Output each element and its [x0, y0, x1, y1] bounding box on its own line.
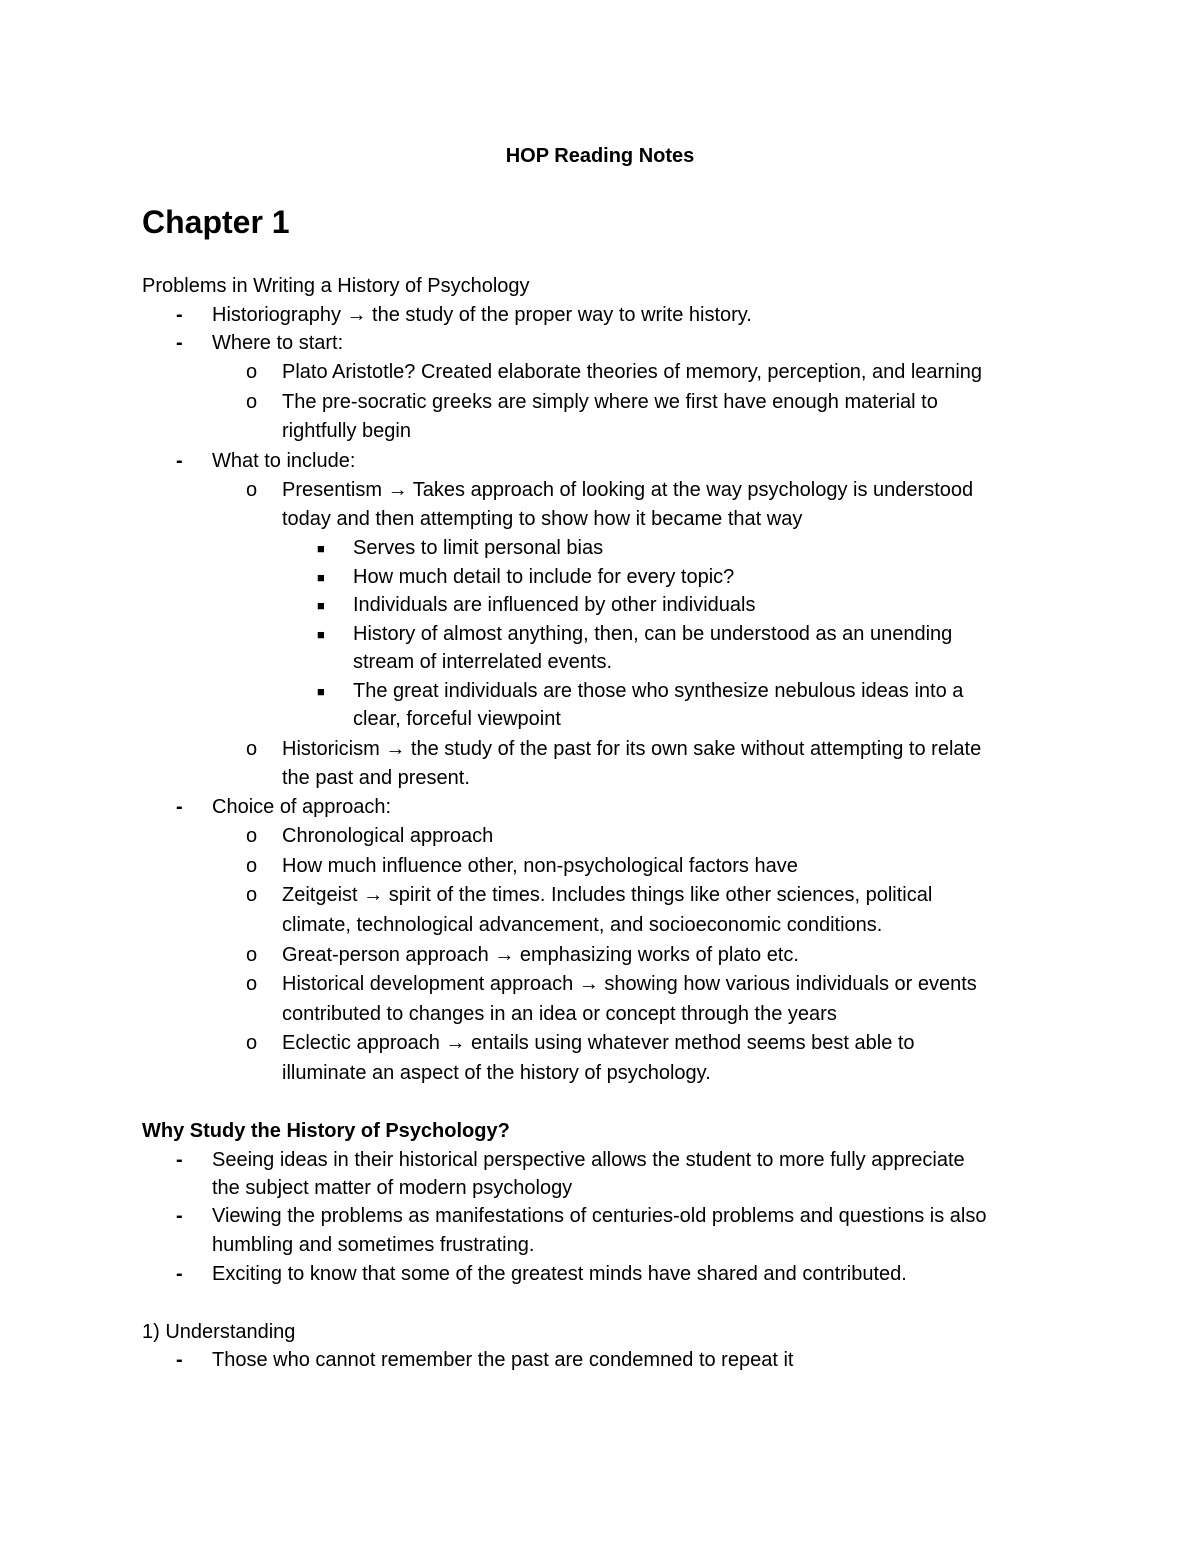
dash-bullet: - [176, 304, 183, 326]
list-item: Plato Aristotle? Created elaborate theories of memory, perception, and learning [282, 361, 983, 383]
list-item: Historical development approach → showing how various individuals or events [282, 973, 977, 995]
list-item: Great-person approach → emphasizing works of plato etc. [282, 944, 799, 966]
square-bullet: ■ [317, 684, 325, 699]
section-heading-understanding: 1) Understanding [142, 1321, 296, 1343]
list-item: Historicism → the study of the past for its own sake without attempting to relate [282, 738, 982, 760]
list-item: Chronological approach [282, 825, 494, 847]
dash-bullet: - [176, 1205, 183, 1227]
list-item-continued: the subject matter of modern psychology [212, 1177, 573, 1199]
document-title: HOP Reading Notes [505, 145, 695, 167]
dash-bullet: - [176, 1349, 183, 1371]
square-bullet: ■ [317, 570, 325, 585]
list-item: Individuals are influenced by other individuals [353, 594, 756, 616]
list-item: Those who cannot remember the past are condemned to repeat it [212, 1349, 794, 1371]
list-item: Eclectic approach → entails using whatever method seems best able to [282, 1032, 915, 1054]
list-item-continued: today and then attempting to show how it became that way [282, 508, 803, 530]
list-item: Presentism → Takes approach of looking at the way psychology is understood [282, 479, 974, 501]
list-item-continued: climate, technological advancement, and socioeconomic conditions. [282, 914, 883, 936]
list-item: The pre-socratic greeks are simply where we first have enough material to [282, 391, 938, 413]
square-bullet: ■ [317, 627, 325, 642]
circle-bullet: o [246, 391, 258, 413]
list-item: How much influence other, non-psychological factors have [282, 855, 798, 877]
circle-bullet: o [246, 855, 258, 877]
list-item-continued: illuminate an aspect of the history of psychology. [282, 1062, 711, 1084]
list-item: The great individuals are those who synthesize nebulous ideas into a [353, 680, 964, 702]
list-item-continued: humbling and sometimes frustrating. [212, 1234, 535, 1256]
chapter-heading: Chapter 1 [142, 204, 290, 240]
list-item: Choice of approach: [212, 796, 392, 818]
circle-bullet: o [246, 825, 258, 847]
circle-bullet: o [246, 1032, 258, 1054]
square-bullet: ■ [317, 598, 325, 613]
list-item-continued: clear, forceful viewpoint [353, 708, 561, 730]
square-bullet: ■ [317, 541, 325, 556]
list-item: What to include: [212, 450, 356, 472]
list-item: How much detail to include for every topic? [353, 566, 735, 588]
circle-bullet: o [246, 884, 258, 906]
list-item-continued: stream of interrelated events. [353, 651, 613, 673]
list-item-continued: the past and present. [282, 767, 470, 789]
list-item: Historiography → the study of the proper way to write history. [212, 304, 752, 326]
dash-bullet: - [176, 796, 183, 818]
list-item: Serves to limit personal bias [353, 537, 604, 559]
list-item: Viewing the problems as manifestations of centuries-old problems and questions is also [212, 1205, 987, 1227]
list-item-continued: rightfully begin [282, 420, 411, 442]
list-item: Seeing ideas in their historical perspective allows the student to more fully appreciate [212, 1149, 965, 1171]
dash-bullet: - [176, 332, 183, 354]
circle-bullet: o [246, 973, 258, 995]
circle-bullet: o [246, 361, 258, 383]
section-heading-why-study: Why Study the History of Psychology? [142, 1120, 510, 1142]
circle-bullet: o [246, 944, 258, 966]
dash-bullet: - [176, 1263, 183, 1285]
section-heading-problems: Problems in Writing a History of Psychology [142, 275, 530, 297]
circle-bullet: o [246, 479, 258, 501]
list-item: History of almost anything, then, can be understood as an unending [353, 623, 953, 645]
circle-bullet: o [246, 738, 258, 760]
list-item: Where to start: [212, 332, 344, 354]
list-item-continued: contributed to changes in an idea or concept through the years [282, 1003, 837, 1025]
list-item: Zeitgeist → spirit of the times. Includes things like other sciences, political [282, 884, 933, 906]
list-item: Exciting to know that some of the greatest minds have shared and contributed. [212, 1263, 907, 1285]
dash-bullet: - [176, 450, 183, 472]
dash-bullet: - [176, 1149, 183, 1171]
